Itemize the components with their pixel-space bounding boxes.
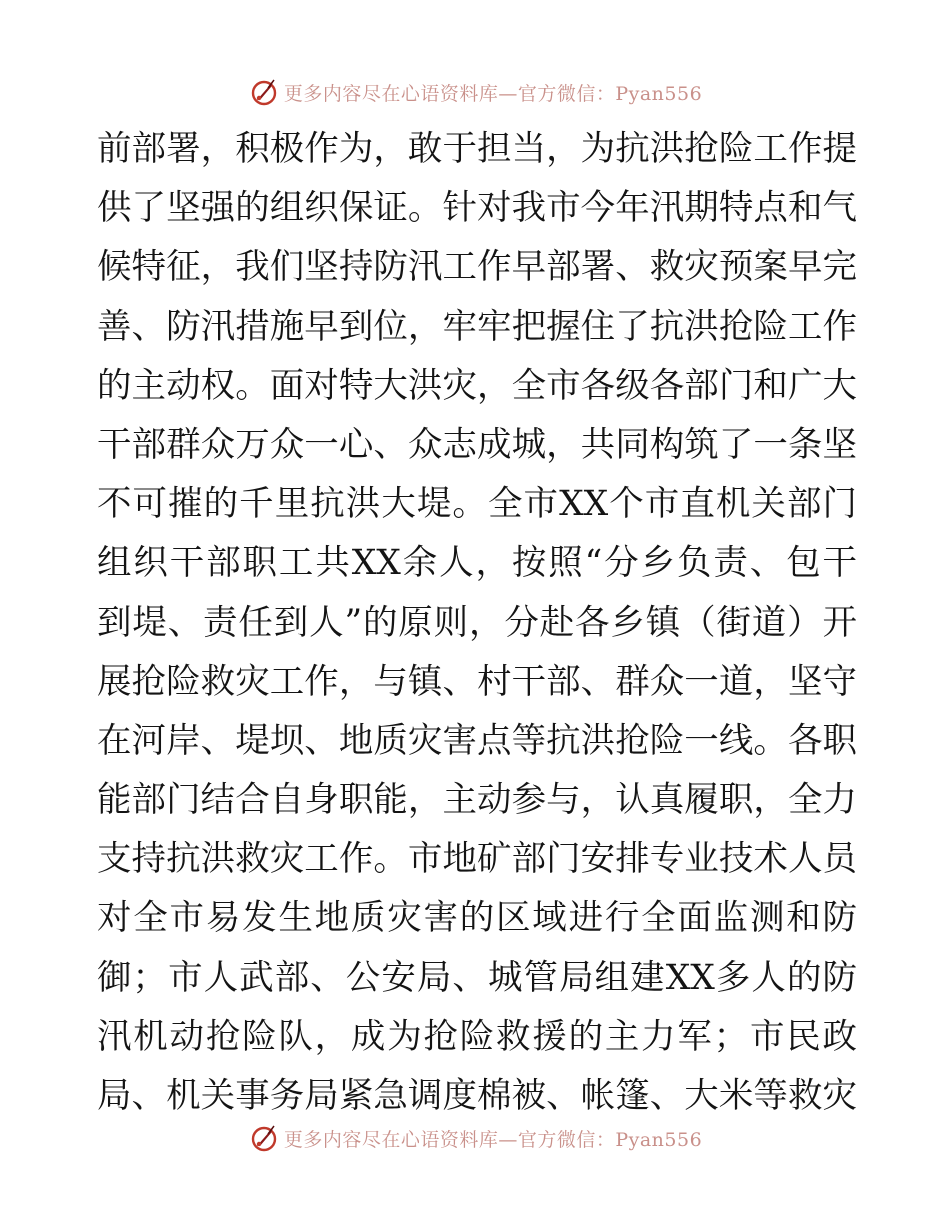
- body-line: 不可摧的千里抗洪大堤。全市XX个市直机关部门: [97, 484, 857, 525]
- body-line: 汛机动抢险队，成为抢险救援的主力军；市民政: [97, 1016, 857, 1057]
- body-line: 展抢险救灾工作，与镇、村干部、群众一道，坚守: [97, 661, 857, 702]
- footer-banner: [0, 1118, 950, 1158]
- body-line: 支持抗洪救灾工作。市地矿部门安排专业技术人员: [97, 839, 857, 880]
- quill-pen-logo-icon: [248, 76, 280, 108]
- body-line: 组织干部职工共XX余人，按照“分乡负责、包干: [97, 543, 857, 584]
- header-banner: [0, 72, 950, 112]
- body-line: 到堤、责任到人”的原则，分赴各乡镇（街道）开: [97, 602, 857, 643]
- body-line: 善、防汛措施早到位，牢牢把握住了抗洪抢险工作: [97, 306, 857, 347]
- body-line: 干部群众万众一心、众志成城，共同构筑了一条坚: [97, 424, 857, 465]
- body-line: 对全市易发生地质灾害的区域进行全面监测和防: [97, 898, 857, 939]
- header-banner-text: 更多内容尽在心语资料库—官方微信：Pyan556: [283, 82, 703, 105]
- footer-banner-text: 更多内容尽在心语资料库—官方微信：Pyan556: [283, 1128, 703, 1151]
- body-line: 能部门结合自身职能，主动参与，认真履职，全力: [97, 780, 857, 821]
- body-line: 供了坚强的组织保证。针对我市今年汛期特点和气: [97, 188, 857, 229]
- body-line: 候特征，我们坚持防汛工作早部署、救灾预案早完: [97, 247, 857, 288]
- body-line: 在河岸、堤坝、地质灾害点等抗洪抢险一线。各职: [97, 720, 857, 761]
- quill-pen-logo-icon: [248, 1122, 280, 1154]
- body-line: 的主动权。面对特大洪灾，全市各级各部门和广大: [97, 365, 857, 406]
- body-line: 局、机关事务局紧急调度棉被、帐篷、大米等救灾: [97, 1076, 857, 1116]
- body-line: 御；市人武部、公安局、城管局组建XX多人的防: [97, 957, 857, 998]
- document-body: [97, 120, 857, 1126]
- body-line: 前部署，积极作为，敢于担当，为抗洪抢险工作提: [97, 129, 857, 169]
